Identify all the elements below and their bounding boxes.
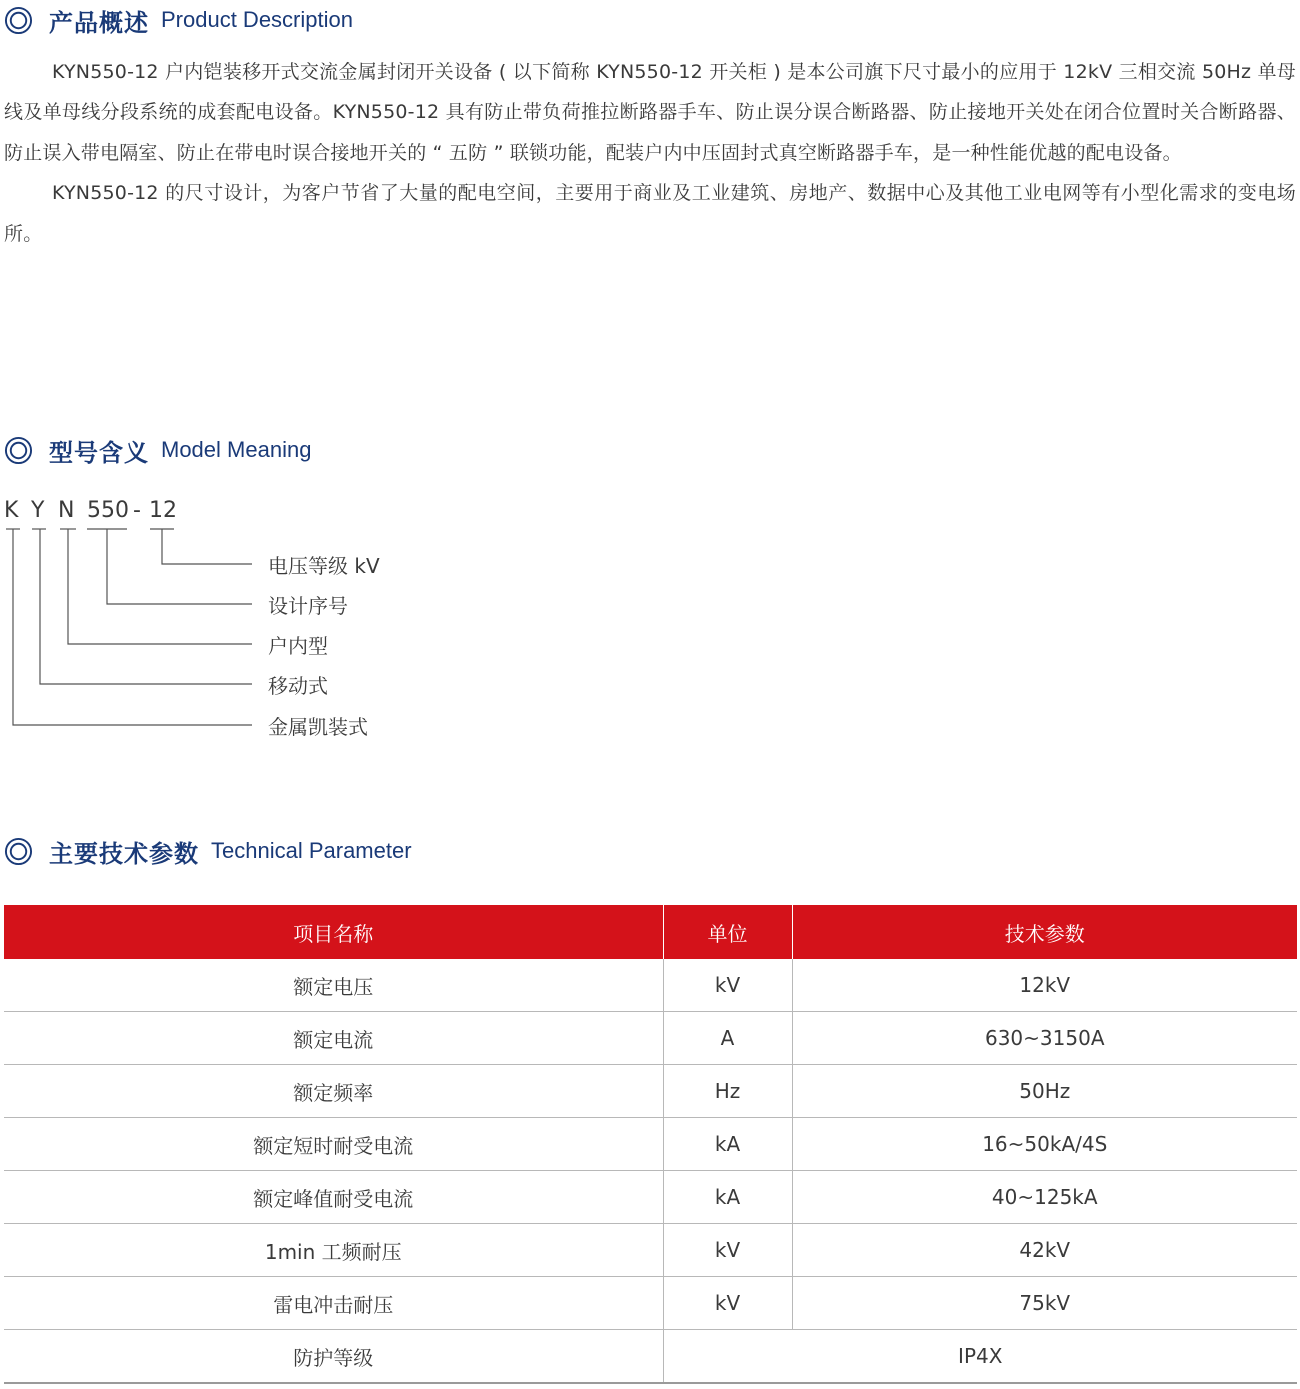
column-header-value: 技术参数: [792, 905, 1297, 959]
model-code-part: N: [58, 498, 75, 523]
cell-value: 50Hz: [792, 1065, 1297, 1118]
cell-value: 630~3150A: [792, 1012, 1297, 1065]
model-label-armored: 金属凯装式: [268, 715, 368, 739]
column-header-item: 项目名称: [4, 905, 663, 959]
table-row: [4, 1330, 1297, 1384]
product-description: [4, 52, 1296, 254]
model-label-indoor: 户内型: [268, 634, 328, 658]
section-header-product-description: [4, 2, 353, 38]
model-code-part: 550: [87, 498, 129, 523]
table-row: [4, 1012, 1297, 1065]
cell-item: 额定峰值耐受电流: [4, 1171, 663, 1224]
cell-unit: kV: [663, 1277, 792, 1330]
cell-unit: kV: [663, 959, 792, 1012]
cell-unit: kV: [663, 1224, 792, 1277]
table-row: [4, 1277, 1297, 1330]
table-row: [4, 1118, 1297, 1171]
cell-item: 雷电冲击耐压: [4, 1277, 663, 1330]
technical-parameter-table: [4, 905, 1297, 1384]
table-row: [4, 1224, 1297, 1277]
cell-item: 额定短时耐受电流: [4, 1118, 663, 1171]
double-circle-icon: [4, 6, 33, 35]
cell-value: IP4X: [663, 1330, 1297, 1384]
model-code-part: 12: [149, 498, 177, 523]
cell-unit: kA: [663, 1171, 792, 1224]
double-circle-icon: [4, 436, 33, 465]
section-title-en: Product Description: [161, 7, 353, 32]
description-paragraph: KYN550-12 户内铠装移开式交流金属封闭开关设备 ( 以下简称 KYN550-12 开关柜 ) 是本公司旗下尺寸最小的应用于 12kV 三相交流 50Hz 单母线及单母线分段系统的成套配电设备。KYN550-12 具有防止带负荷推拉断路器手车、防止误分误合断路器、防止接地开关处在闭合位置时关合断路器、防止误入带电隔室、防止在带电时误合接地开关的 “ 五防 ” 联锁功能，配装户内中压固封式真空断路器手车，是一种性能优越的配电设备。: [4, 61, 1296, 164]
section-title-en: Model Meaning: [161, 437, 312, 462]
cell-value: 75kV: [792, 1277, 1297, 1330]
cell-item: 防护等级: [4, 1330, 663, 1384]
model-code-part: Y: [31, 498, 45, 523]
cell-item: 1min 工频耐压: [4, 1224, 663, 1277]
cell-value: 16~50kA/4S: [792, 1118, 1297, 1171]
section-title-en: Technical Parameter: [211, 838, 412, 863]
section-title-cn: 主要技术参数: [49, 839, 199, 868]
model-code-part: K: [4, 498, 19, 523]
cell-value: 42kV: [792, 1224, 1297, 1277]
column-header-unit: 单位: [663, 905, 792, 959]
double-circle-icon: [4, 837, 33, 866]
cell-item: 额定电压: [4, 959, 663, 1012]
cell-unit: Hz: [663, 1065, 792, 1118]
cell-value: 12kV: [792, 959, 1297, 1012]
section-header-technical-parameter: [4, 833, 412, 869]
model-code-part: -: [133, 498, 141, 523]
table-row: [4, 1065, 1297, 1118]
model-label-design: 设计序号: [268, 594, 348, 618]
table-row: [4, 1171, 1297, 1224]
table-row: [4, 959, 1297, 1012]
section-header-model-meaning: [4, 432, 311, 468]
cell-unit: kA: [663, 1118, 792, 1171]
description-paragraph: KYN550-12 的尺寸设计，为客户节省了大量的配电空间，主要用于商业及工业建筑、房地产、数据中心及其他工业电网等有小型化需求的变电场所。: [4, 182, 1296, 245]
table-header-row: [4, 905, 1297, 959]
cell-unit: A: [663, 1012, 792, 1065]
model-label-voltage: 电压等级 kV: [268, 554, 380, 578]
cell-item: 额定频率: [4, 1065, 663, 1118]
cell-value: 40~125kA: [792, 1171, 1297, 1224]
cell-item: 额定电流: [4, 1012, 663, 1065]
model-label-movable: 移动式: [268, 674, 328, 698]
section-title-cn: 产品概述: [49, 8, 149, 37]
section-title-cn: 型号含义: [49, 438, 149, 467]
